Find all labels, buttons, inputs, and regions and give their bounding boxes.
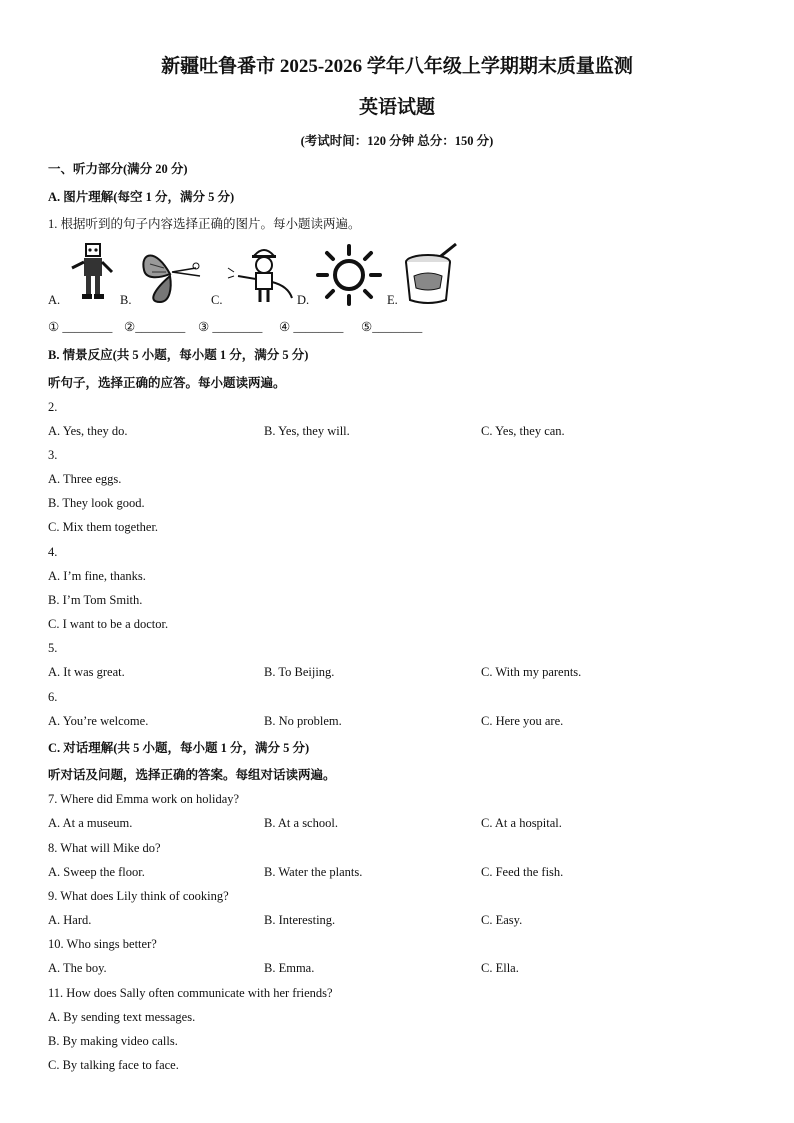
option-c[interactable]: C. Mix them together. — [48, 520, 159, 534]
option-b[interactable]: B. By making video calls. — [48, 1034, 178, 1048]
question-number: 5. — [48, 641, 58, 655]
question-1-text: 1. 根据听到的句子内容选择正确的图片。每小题读两遍。 — [48, 217, 361, 231]
robot-icon — [66, 242, 120, 304]
question-text: 9. What does Lily think of cooking? — [48, 889, 229, 903]
answer-blank-3[interactable]: ③ ________ — [198, 320, 263, 334]
exam-info: (考试时间：120 分钟 总分：150 分) — [300, 134, 494, 148]
option-a[interactable]: A. Hard. — [48, 913, 92, 927]
option-b[interactable]: B. To Beijing. — [264, 665, 335, 679]
sun-icon — [314, 244, 384, 306]
option-b[interactable]: B. Water the plants. — [264, 865, 363, 879]
question-text: 10. Who sings better? — [48, 937, 157, 951]
sectionC-instruction: 听对话及问题，选择正确的答案。每组对话读两遍。 — [48, 768, 336, 782]
question-text: 7. Where did Emma work on holiday? — [48, 792, 240, 806]
answer-blank-4[interactable]: ④ ________ — [279, 320, 344, 334]
picture-label-e: E. — [387, 293, 398, 307]
option-b[interactable]: B. No problem. — [264, 714, 342, 728]
firefighter-icon — [226, 242, 296, 306]
option-a[interactable]: A. By sending text messages. — [48, 1010, 196, 1024]
option-b[interactable]: B. Interesting. — [264, 913, 336, 927]
ice-cream-cup-icon — [402, 240, 462, 308]
part1-heading: 一、听力部分(满分 20 分) — [48, 162, 188, 176]
option-a[interactable]: A. You’re welcome. — [48, 714, 149, 728]
answer-blank-5[interactable]: ⑤________ — [361, 320, 423, 334]
option-c[interactable]: C. Here you are. — [481, 714, 564, 728]
sectionB-heading: B. 情景反应(共 5 小题，每小题 1 分，满分 5 分) — [48, 348, 309, 362]
option-a[interactable]: A. I’m fine, thanks. — [48, 569, 146, 583]
option-b[interactable]: B. They look good. — [48, 496, 145, 510]
option-a[interactable]: A. At a museum. — [48, 816, 133, 830]
option-c[interactable]: C. With my parents. — [481, 665, 582, 679]
option-b[interactable]: B. Emma. — [264, 961, 315, 975]
option-c[interactable]: C. Feed the fish. — [481, 865, 564, 879]
question-number: 6. — [48, 690, 58, 704]
option-b[interactable]: B. I’m Tom Smith. — [48, 593, 143, 607]
answer-blank-2[interactable]: ②________ — [124, 320, 186, 334]
page-title: 新疆吐鲁番市 2025-2026 学年八年级上学期期末质量监测 — [161, 56, 633, 77]
option-c[interactable]: C. Ella. — [481, 961, 519, 975]
option-a[interactable]: A. The boy. — [48, 961, 107, 975]
option-c[interactable]: C. Yes, they can. — [481, 424, 565, 438]
option-c[interactable]: C. At a hospital. — [481, 816, 562, 830]
sectionB-instruction: 听句子，选择正确的应答。每小题读两遍。 — [48, 376, 286, 390]
option-a[interactable]: A. It was great. — [48, 665, 125, 679]
question-number: 3. — [48, 448, 58, 462]
answer-blank-1[interactable]: ① ________ — [48, 320, 113, 334]
question-text: 8. What will Mike do? — [48, 841, 161, 855]
question-text: 11. How does Sally often communicate with her friends? — [48, 986, 333, 1000]
option-a[interactable]: A. Three eggs. — [48, 472, 122, 486]
option-a[interactable]: A. Sweep the floor. — [48, 865, 145, 879]
option-c[interactable]: C. By talking face to face. — [48, 1058, 179, 1072]
picture-label-b: B. — [120, 293, 132, 307]
question-number: 4. — [48, 545, 58, 559]
butterfly-icon — [136, 244, 208, 306]
option-c[interactable]: C. Easy. — [481, 913, 523, 927]
option-b[interactable]: B. At a school. — [264, 816, 338, 830]
sectionC-heading: C. 对话理解(共 5 小题，每小题 1 分，满分 5 分) — [48, 741, 310, 755]
option-c[interactable]: C. I want to be a doctor. — [48, 617, 169, 631]
picture-label-a: A. — [48, 293, 61, 307]
picture-label-c: C. — [211, 293, 223, 307]
option-b[interactable]: B. Yes, they will. — [264, 424, 350, 438]
picture-label-d: D. — [297, 293, 310, 307]
page-subtitle: 英语试题 — [358, 97, 435, 118]
sectionA-heading: A. 图片理解(每空 1 分，满分 5 分) — [48, 190, 235, 204]
question-number: 2. — [48, 400, 58, 414]
option-a[interactable]: A. Yes, they do. — [48, 424, 128, 438]
